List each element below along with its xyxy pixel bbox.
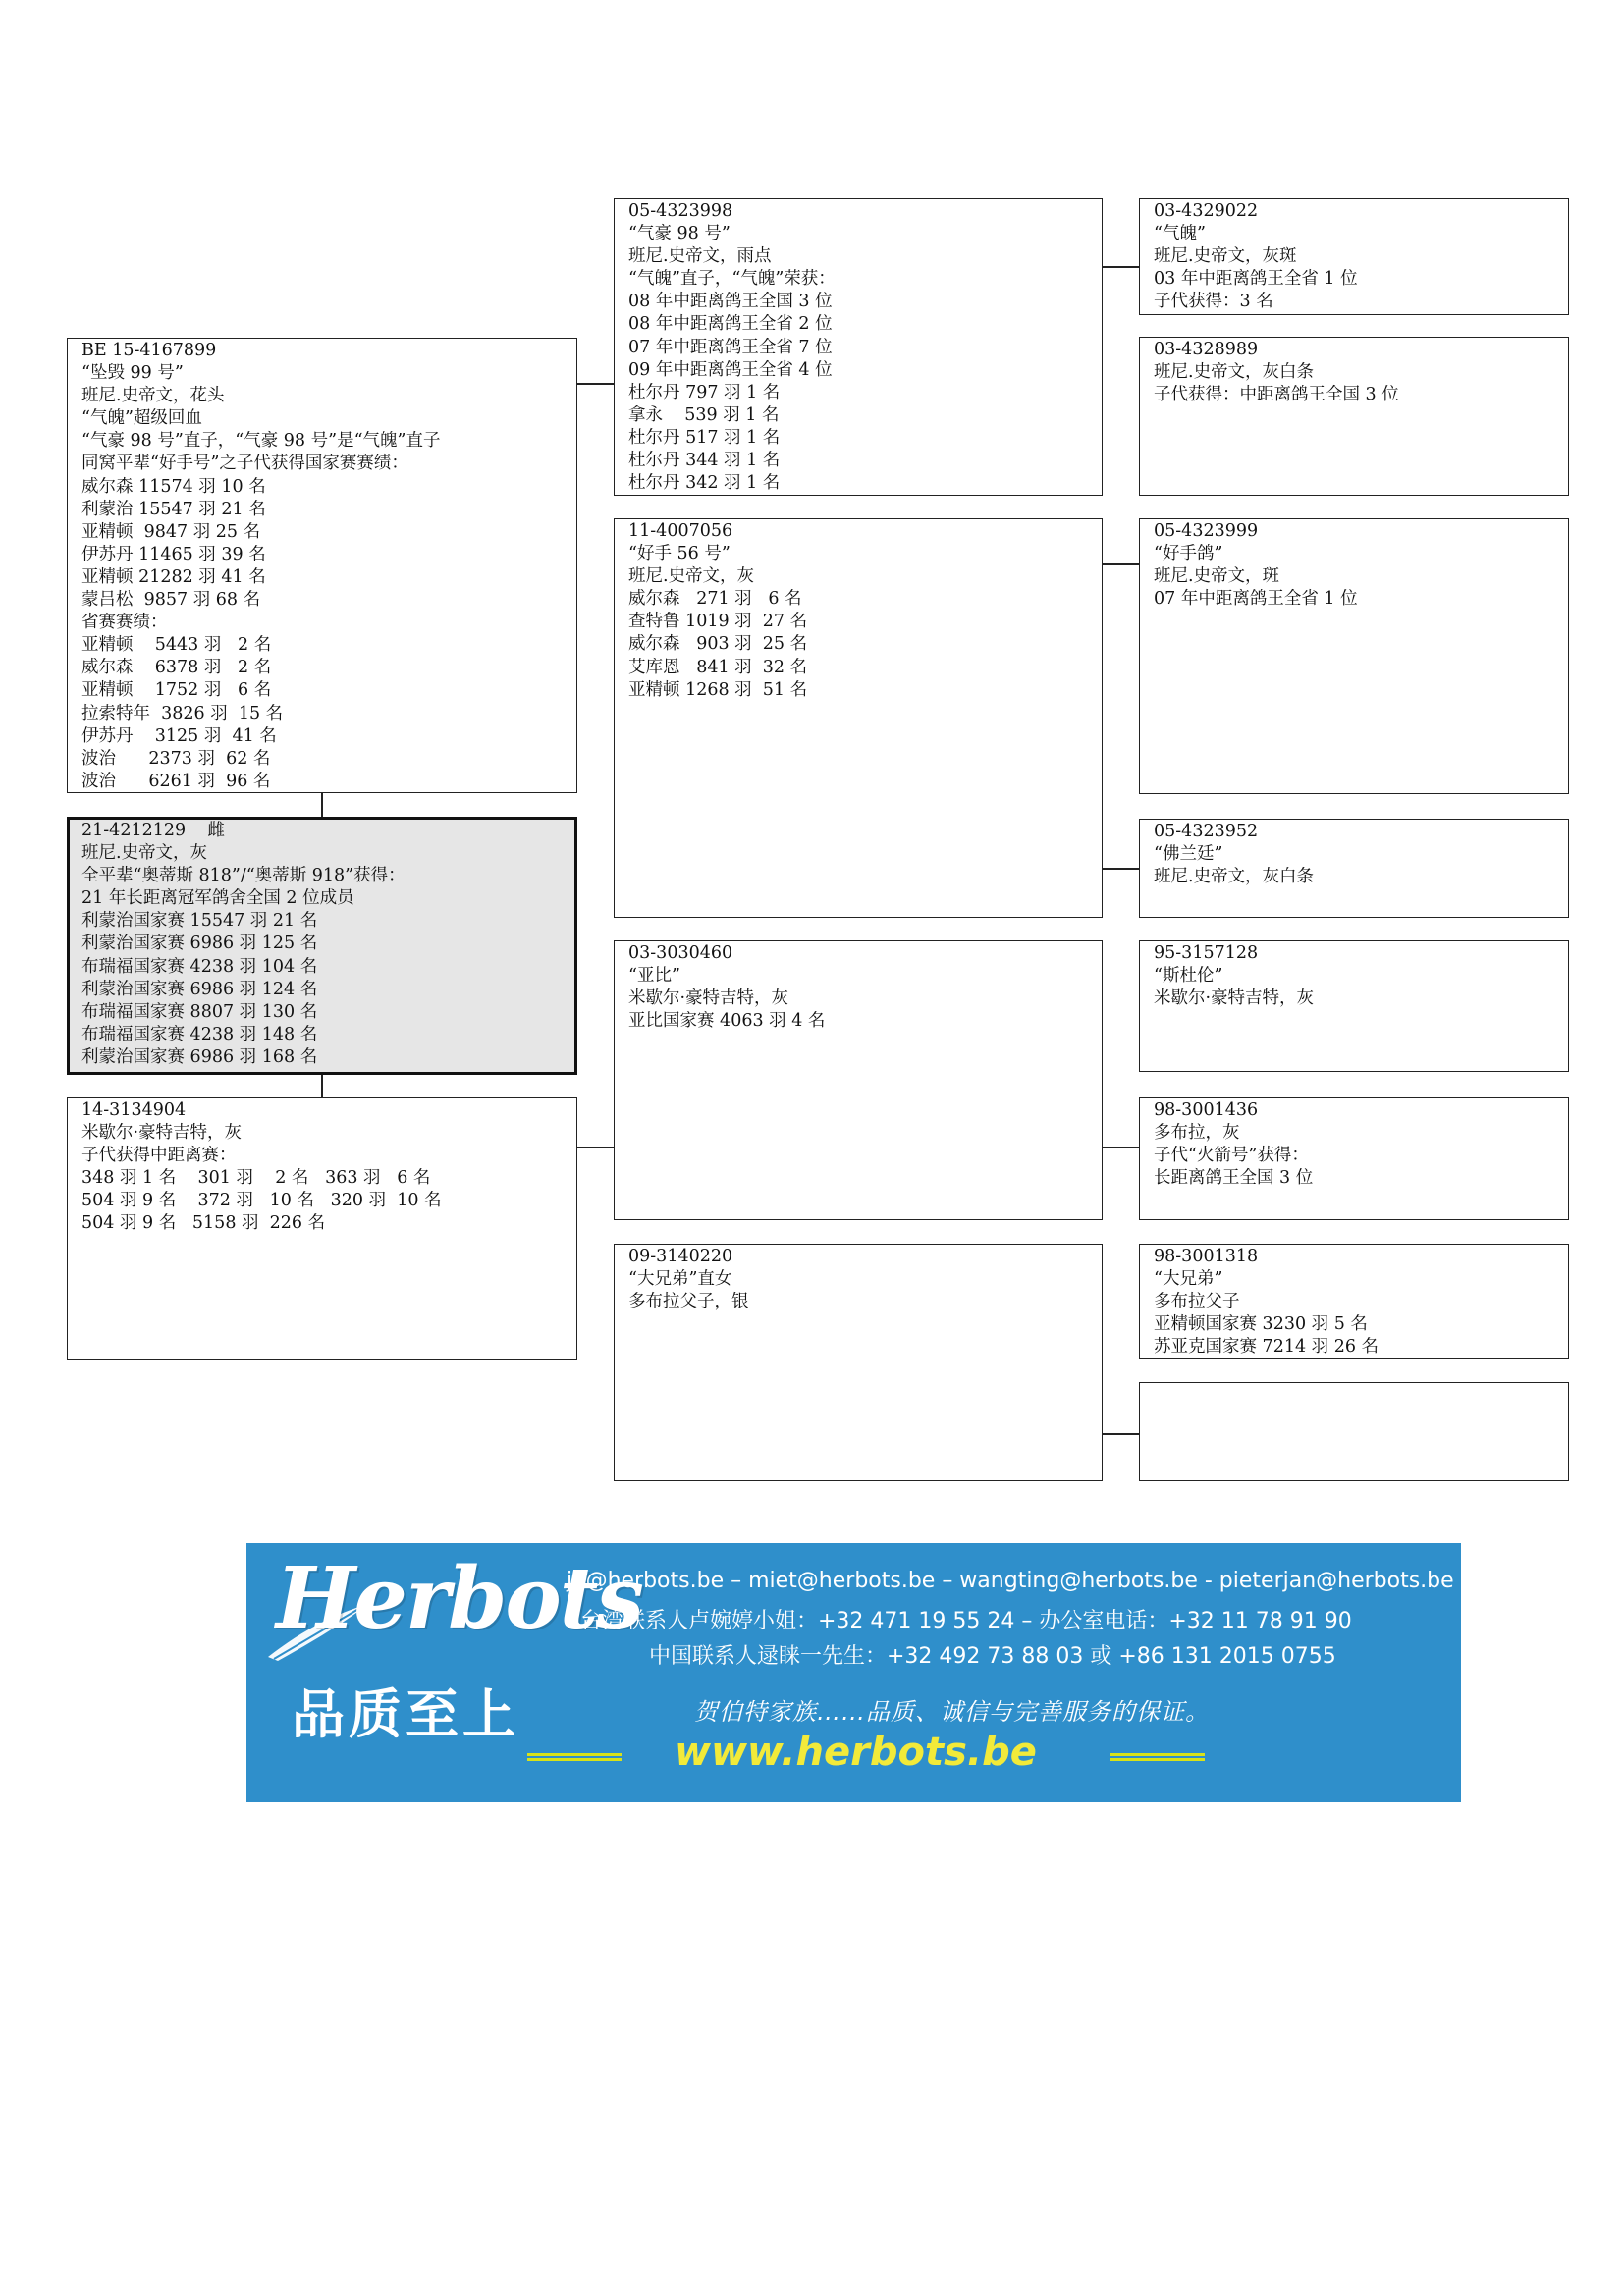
pedigree-box-dam — [67, 1097, 577, 1360]
tagline: 贺伯特家族……品质、诚信与完善服务的保证。 — [694, 1698, 1210, 1726]
pedigree-line: 长距离鸽王全国 3 位 — [1154, 1168, 1314, 1189]
pedigree-line: 08 年中距离鸽王全国 3 位 — [628, 292, 833, 312]
connector — [575, 1147, 615, 1148]
pedigree-box-sds — [1139, 518, 1569, 794]
pedigree-line: 亚精顿 1752 羽 6 名 — [81, 680, 272, 701]
pedigree-box-dsd — [1139, 1097, 1569, 1220]
pedigree-line: 09 年中距离鸽王全省 4 位 — [628, 359, 833, 380]
pedigree-line: “斯杜伦” — [1154, 966, 1223, 987]
pedigree-line: 查特鲁 1019 羽 27 名 — [628, 612, 808, 632]
pedigree-line: 拿永 539 羽 1 名 — [628, 404, 780, 425]
pedigree-line: 杜尔丹 344 羽 1 名 — [628, 451, 781, 471]
herbots-banner — [246, 1543, 1461, 1802]
pedigree-line: 班尼.史帝文，灰 — [628, 566, 755, 587]
pedigree-box-sire — [67, 338, 577, 793]
connector — [1101, 868, 1140, 870]
pedigree-line: 波治 6261 羽 96 名 — [81, 771, 271, 791]
herbots-logo: Herbots — [276, 1549, 642, 1648]
pedigree-line: 多布拉父子，银 — [628, 1292, 749, 1312]
pedigree-line: 95-3157128 — [1154, 943, 1259, 963]
pedigree-line: “大兄弟”直女 — [628, 1269, 732, 1290]
pedigree-line: 米歇尔·豪特吉特，灰 — [628, 988, 789, 1009]
pedigree-line: 蒙吕松 9857 羽 68 名 — [81, 590, 261, 611]
deco-lines-right — [1110, 1753, 1205, 1761]
pedigree-line: “大兄弟” — [1154, 1269, 1223, 1290]
connector — [321, 791, 323, 817]
pedigree-line: 米歇尔·豪特吉特，灰 — [1154, 988, 1315, 1009]
pedigree-line: 504 羽 9 名 372 羽 10 名 320 羽 10 名 — [81, 1191, 442, 1211]
pedigree-line: 班尼.史帝文，雨点 — [628, 246, 772, 267]
pedigree-line: 同窝平辈“好手号”之子代获得国家赛赛绩： — [81, 454, 408, 474]
pedigree-line: 亚比国家赛 4063 羽 4 名 — [628, 1011, 826, 1032]
pedigree-line: 07 年中距离鸽王全省 1 位 — [1154, 589, 1358, 610]
pedigree-line: 子代获得中距离赛： — [81, 1146, 237, 1166]
pedigree-line: 班尼.史帝文，灰白条 — [1154, 867, 1315, 887]
pedigree-line: 全平辈“奥蒂斯 818”/“奥蒂斯 918”获得： — [81, 866, 406, 886]
pedigree-line: 子代“火箭号”获得： — [1154, 1146, 1309, 1166]
pedigree-line: 杜尔丹 342 羽 1 名 — [628, 473, 781, 494]
pedigree-box-dds — [1139, 1244, 1569, 1359]
pedigree-line: 利蒙治 15547 羽 21 名 — [81, 499, 266, 519]
pedigree-line: 威尔森 6378 羽 2 名 — [81, 658, 272, 678]
pedigree-line: 布瑞福国家赛 4238 羽 148 名 — [81, 1024, 318, 1044]
pedigree-line: 亚精顿 5443 羽 2 名 — [81, 635, 272, 656]
pedigree-line: 亚精顿国家赛 3230 羽 5 名 — [1154, 1314, 1368, 1335]
pedigree-line: “气豪 98 号”直子，“气豪 98 号”是“气魄”直子 — [81, 431, 441, 452]
pedigree-line: 子代获得：中距离鸽王全国 3 位 — [1154, 385, 1399, 405]
pedigree-line: 03-4328989 — [1154, 340, 1259, 359]
pedigree-line: “佛兰廷” — [1154, 844, 1223, 865]
china-contact: 中国联系人逯睐一先生：+32 492 73 88 03 或 +86 131 2015 0755 — [649, 1644, 1336, 1669]
pedigree-line: 09-3140220 — [628, 1247, 733, 1266]
connector — [1101, 563, 1140, 565]
pedigree-line: 03-4329022 — [1154, 201, 1259, 221]
pedigree-line: 利蒙治国家赛 15547 羽 21 名 — [81, 911, 318, 932]
taiwan-contact: 台湾联系人卢婉婷小姐：+32 471 19 55 24 – 办公室电话：+32 11 78 91 90 — [580, 1609, 1352, 1633]
pedigree-box-subject — [67, 817, 577, 1075]
pedigree-line: 拉索特年 3826 羽 15 名 — [81, 703, 284, 723]
pedigree-line: 威尔森 903 羽 25 名 — [628, 634, 808, 655]
pedigree-line: 布瑞福国家赛 4238 羽 104 名 — [81, 956, 318, 977]
pedigree-line: BE 15-4167899 — [81, 341, 217, 360]
pedigree-line: 米歇尔·豪特吉特，灰 — [81, 1123, 243, 1144]
connector — [321, 1073, 323, 1097]
connector — [1101, 266, 1140, 268]
pedigree-line: 98-3001436 — [1154, 1100, 1259, 1120]
pedigree-box-dam-sire — [614, 940, 1103, 1220]
pedigree-line: “气豪 98 号” — [628, 224, 731, 244]
pedigree-line: 杜尔丹 797 羽 1 名 — [628, 382, 781, 402]
pedigree-line: 21 年长距离冠军鸽舍全国 2 位成员 — [81, 888, 354, 909]
pedigree-line: 苏亚克国家赛 7214 羽 26 名 — [1154, 1337, 1380, 1358]
pedigree-line: 利蒙治国家赛 6986 羽 124 名 — [81, 979, 318, 999]
connector — [1101, 1147, 1140, 1148]
pedigree-line: 05-4323998 — [628, 201, 733, 221]
pedigree-line: 班尼.史帝文，斑 — [1154, 566, 1280, 587]
pedigree-line: 03-3030460 — [628, 943, 733, 963]
pedigree-line: 班尼.史帝文，花头 — [81, 386, 225, 406]
pedigree-line: 布瑞福国家赛 8807 羽 130 名 — [81, 1001, 318, 1022]
pedigree-line: 威尔森 11574 羽 10 名 — [81, 476, 266, 497]
pedigree-line: “气魄”直子，“气魄”荣获： — [628, 269, 836, 290]
pedigree-line: 07 年中距离鸽王全省 7 位 — [628, 337, 833, 357]
pedigree-line: 98-3001318 — [1154, 1247, 1259, 1266]
pedigree-line: 多布拉父子 — [1154, 1292, 1240, 1312]
pedigree-line: 21-4212129 雌 — [81, 821, 225, 840]
pedigree-line: 亚精顿 21282 羽 41 名 — [81, 566, 266, 587]
pedigree-line: 08 年中距离鸽王全省 2 位 — [628, 314, 833, 335]
pedigree-line: “好手鸽” — [1154, 544, 1223, 564]
pedigree-box-sdd — [1139, 819, 1569, 918]
pedigree-line: “坠毁 99 号” — [81, 363, 184, 384]
pedigree-line: “好手 56 号” — [628, 544, 731, 564]
pedigree-line: 班尼.史帝文，灰白条 — [1154, 362, 1315, 383]
pedigree-line: 杜尔丹 517 羽 1 名 — [628, 427, 781, 448]
pedigree-box-ddd — [1139, 1382, 1569, 1481]
pedigree-line: 子代获得：3 名 — [1154, 292, 1273, 312]
pedigree-line: 省赛赛绩： — [81, 613, 168, 633]
pedigree-line: 504 羽 9 名 5158 羽 226 名 — [81, 1213, 326, 1234]
email-line[interactable]: jo@herbots.be – miet@herbots.be – wangting@herbots.be - pieterjan@herbots.be — [567, 1569, 1454, 1593]
pedigree-line: 03 年中距离鸽王全省 1 位 — [1154, 269, 1358, 290]
pedigree-line: 伊苏丹 11465 羽 39 名 — [81, 544, 266, 564]
pedigree-line: 波治 2373 羽 62 名 — [81, 748, 271, 769]
pedigree-box-dam-dam — [614, 1244, 1103, 1481]
pedigree-line: “亚比” — [628, 966, 680, 987]
pedigree-line: 利蒙治国家赛 6986 羽 168 名 — [81, 1046, 318, 1067]
pedigree-line: “气魄” — [1154, 224, 1206, 244]
pedigree-line: 亚精顿 9847 羽 25 名 — [81, 521, 261, 542]
pedigree-line: 14-3134904 — [81, 1100, 187, 1120]
pedigree-box-sss — [1139, 198, 1569, 315]
pedigree-line: 艾库恩 841 羽 32 名 — [628, 657, 808, 677]
slogan: 品质至上 — [292, 1683, 519, 1745]
connector — [1101, 1433, 1140, 1435]
pedigree-line: 多布拉，灰 — [1154, 1123, 1240, 1144]
pedigree-line: 班尼.史帝文，灰斑 — [1154, 246, 1297, 267]
connector — [575, 383, 615, 385]
pedigree-box-sire-dam — [614, 518, 1103, 918]
pedigree-line: 05-4323999 — [1154, 521, 1259, 541]
pedigree-line: 班尼.史帝文，灰 — [81, 843, 208, 864]
website-link[interactable]: www.herbots.be — [675, 1730, 1037, 1775]
pedigree-line: 11-4007056 — [628, 521, 733, 541]
pedigree-line: 威尔森 271 羽 6 名 — [628, 589, 802, 610]
pedigree-line: 利蒙治国家赛 6986 羽 125 名 — [81, 934, 318, 954]
pedigree-box-ssd — [1139, 337, 1569, 496]
pedigree-line: 伊苏丹 3125 羽 41 名 — [81, 725, 277, 746]
pedigree-line: 348 羽 1 名 301 羽 2 名 363 羽 6 名 — [81, 1168, 431, 1189]
pedigree-line: 05-4323952 — [1154, 822, 1259, 841]
pedigree-box-dss — [1139, 940, 1569, 1072]
deco-lines-left — [527, 1753, 622, 1761]
pedigree-line: 亚精顿 1268 羽 51 名 — [628, 679, 808, 700]
pedigree-line: “气魄”超级回血 — [81, 408, 202, 429]
pedigree-box-sire-sire — [614, 198, 1103, 496]
